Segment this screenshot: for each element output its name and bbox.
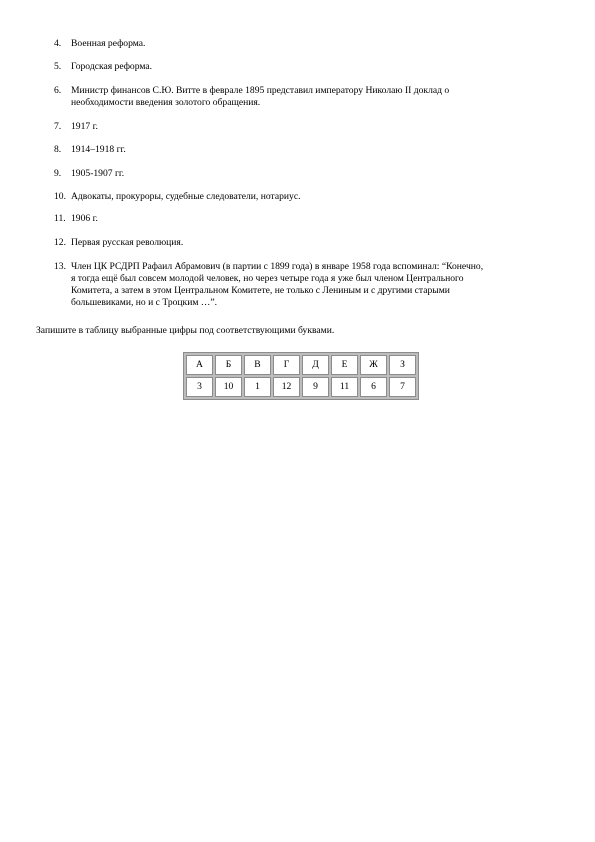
table-header-cell: Г [273, 355, 300, 375]
table-answer-cell: 7 [389, 377, 416, 397]
item-number: 6. [54, 85, 62, 96]
item-number: 9. [54, 168, 62, 179]
table-row-letters [186, 355, 416, 375]
table-answer-cell: 9 [302, 377, 329, 397]
list-item [54, 121, 554, 133]
list-item [54, 191, 554, 203]
item-text: 1917 г. [71, 121, 98, 132]
instruction-text: Запишите в таблицу выбранные цифры под соответствующими буквами. [36, 325, 335, 336]
item-text: Адвокаты, прокуроры, судебные следователи, нотариус. [71, 191, 301, 202]
table-header-cell: Е [331, 355, 358, 375]
answer-table [183, 352, 419, 400]
list-item [54, 144, 554, 156]
item-text: Член ЦК РСДРП Рафаил Абрамович (в партии с 1899 года) в январе 1958 года вспоминал: “Конечно, я тогда ещё был совсем молодой человек, но через четыре года я уже был членом Центрального Комитета, а затем в этом Центральном Комитете, не только с Лениным и с другими старыми большевиками, но и с Троцким …”. [71, 261, 484, 308]
table-header-cell: В [244, 355, 271, 375]
item-number: 5. [54, 61, 62, 72]
item-text: 1914–1918 гг. [71, 144, 126, 155]
list-item [54, 168, 554, 180]
table-header-cell: З [389, 355, 416, 375]
item-number: 10. [54, 191, 66, 202]
table-header-cell: А [186, 355, 213, 375]
table-answer-cell: 11 [331, 377, 358, 397]
item-number: 4. [54, 38, 62, 49]
list-item [54, 261, 554, 309]
table-answer-cell: 1 [244, 377, 271, 397]
item-text: Городская реформа. [71, 61, 153, 72]
item-text: 1905-1907 гг. [71, 168, 125, 179]
table-header-cell: Б [215, 355, 242, 375]
list-item [54, 213, 554, 225]
table-answer-cell: 6 [360, 377, 387, 397]
table-answer-cell: 3 [186, 377, 213, 397]
list-item [54, 61, 554, 73]
item-number: 8. [54, 144, 62, 155]
item-number: 11. [54, 213, 66, 224]
item-text: 1906 г. [71, 213, 98, 224]
item-text: Первая русская революция. [71, 237, 184, 248]
table-row-answers [186, 377, 416, 397]
item-number: 12. [54, 237, 66, 248]
table-answer-cell: 12 [273, 377, 300, 397]
table-header-cell: Ж [360, 355, 387, 375]
item-text: Министр финансов С.Ю. Витте в феврале 1895 представил императору Николаю II доклад о необходимости введения золотого обращения. [71, 85, 450, 108]
table-answer-cell: 10 [215, 377, 242, 397]
item-number: 7. [54, 121, 62, 132]
item-number: 13. [54, 261, 66, 272]
table-header-cell: Д [302, 355, 329, 375]
list-item [54, 237, 554, 249]
list-item [54, 85, 554, 109]
item-text: Военная реформа. [71, 38, 146, 49]
list-item [54, 38, 554, 50]
